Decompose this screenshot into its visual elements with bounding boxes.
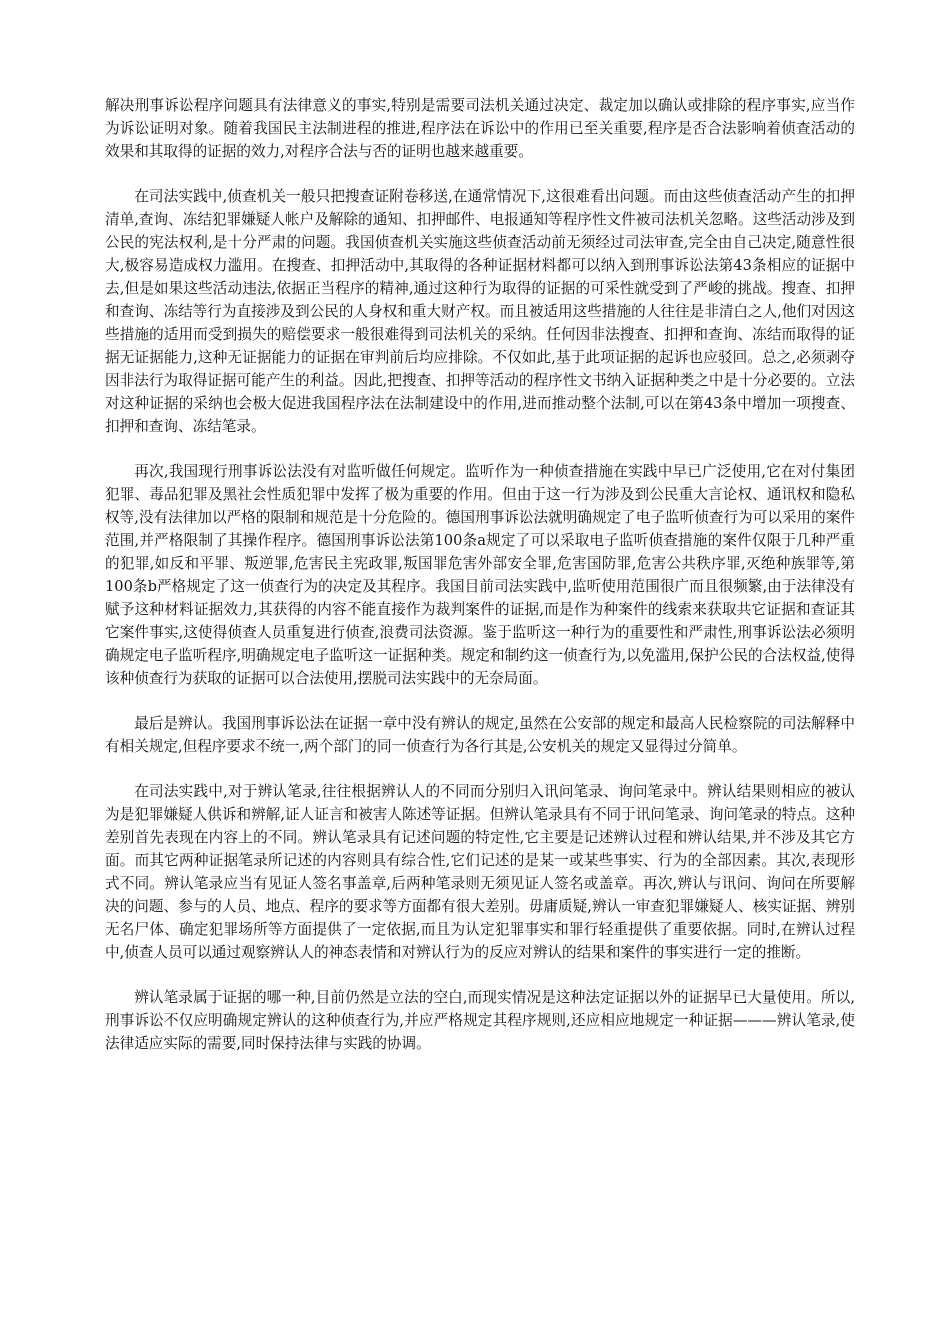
paragraph-search-seizure: 在司法实践中,侦查机关一般只把搜查证附卷移送,在通常情况下,这很难看出问题。而由这些侦查活动产生的扣押清单,查询、冻结犯罪嫌疑人帐户及解除的通知、扣押邮件、电报通知等程序性文件被司法机关忽略。这些活动涉及到公民的宪法权利,是十分严肃的问题。我国侦查机关实施这些侦查活动前无须经过司法审查,完全由自己决定,随意性很大,极容易造成权力滥用。在搜查、扣押活动中,其取得的各种证据材料都可以纳入到刑事诉讼法第43条相应的证据中去,但是如果这些活动违法,依据正当程序的精神,通过这种行为取得的证据的可采性就受到了严峻的挑战。搜查、扣押和查询、冻结等行为直接涉及到公民的人身权和重大财产权。而且被适用这些措施的人往往是非清白之人,他们对因这些措施的适用而受到损失的赔偿要求一般很难得到司法机关的采纳。任何因非法搜查、扣押和查询、冻结而取得的证据无证据能力,这种无证据能力的证据在审判前后均应排除。不仅如此,基于此项证据的起诉也应驳回。总之,必须剥夺因非法行为取得证据可能产生的利益。因此,把搜查、扣押等活动的程序性文书纳入证据种类之中是十分必要的。立法对这种证据的采纳也会极大促进我国程序法在法制建设中的作用,进而推动整个法制,可以在第43条中增加一项搜查、扣押和查询、冻结笔录。 — [105, 188, 855, 435]
paragraph-surveillance: 再次,我国现行刑事诉讼法没有对监听做任何规定。监听作为一种侦查措施在实践中早已广泛使用,它在对付集团犯罪、毒品犯罪及黑社会性质犯罪中发挥了极为重要的作用。但由于这一行为涉及到公民重大言论权、通讯权和隐私权等,没有法律加以严格的限制和规范是十分危险的。德国刑事诉讼法就明确规定了电子监听侦查行为可以采用的案件范围,并严格限制了其操作程序。德国刑事诉讼法第100条a规定了可以采取电子监听侦查措施的案件仅限于几种严重的犯罪,如反和平罪、叛逆罪,危害民主宪政罪,叛国罪危害外部安全罪,危害国防罪,危害公共秩序罪,灭绝种族罪等,第100条b严格规定了这一侦查行为的决定及其程序。我国目前司法实践中,监听使用范围很广而且很频繁,由于法律没有赋予这种材料证据效力,其获得的内容不能直接作为裁判案件的证据,而是作为种案件的线索来获取共它证据和查证其它案件事实,这使得侦查人员重复进行侦查,浪费司法资源。鉴于监听这一种行为的重要性和严肃性,刑事诉讼法必须明确规定电子监听程序,明确规定电子监听这一证据种类。规定和制约这一侦查行为,以免滥用,保护公民的合法权益,使得该种侦查行为获取的证据可以合法使用,摆脱司法实践中的无奈局面。 — [105, 463, 855, 687]
document-body — [105, 94, 855, 1077]
paragraph-identification-intro: 最后是辨认。我国刑事诉讼法在证据一章中没有辨认的规定,虽然在公安部的规定和最高人民检察院的司法解释中有相关规定,但程序要求不统一,两个部门的同一侦查行为各行其是,公安机关的规定又显得过分简单。 — [105, 715, 855, 755]
paragraph-identification-record: 辨认笔录属于证据的哪一种,目前仍然是立法的空白,而现实情况是这种法定证据以外的证据早已大量使用。所以,刑事诉讼不仅应明确规定辨认的这种侦查行为,并应严格规定其程序规则,还应相应地规定一种证据———辨认笔录,使法律适应实际的需要,同时保持法律与实践的协调。 — [105, 989, 855, 1052]
paragraph-procedural-facts: 解决刑事诉讼程序问题具有法律意义的事实,特别是需要司法机关通过决定、裁定加以确认或排除的程序事实,应当作为诉讼证明对象。随着我国民主法制进程的推进,程序法在诉讼中的作用已至关重要,程序是否合法影响着侦查活动的效果和其取得的证据的效力,对程序合法与否的证明也越来越重要。 — [105, 97, 855, 160]
paragraph-identification-practice: 在司法实践中,对于辨认笔录,往往根据辨认人的不同而分别归入讯问笔录、询问笔录中。辨认结果则相应的被认为是犯罪嫌疑人供诉和辨解,证人证言和被害人陈述等证据。但辨认笔录具有不同于讯问笔录、询问笔录的特点。这种差别首先表现在内容上的不同。辨认笔录具有记述问题的特定性,它主要是记述辨认过程和辨认结果,并不涉及其它方面。而其它两种证据笔录所记述的内容则具有综合性,它们记述的是某一或某些事实、行为的全部因素。其次,表现形式不同。辨认笔录应当有见证人签名事盖章,后两种笔录则无须见证人签名或盖章。再次,辨认与讯问、询问在所要解决的问题、参与的人员、地点、程序的要求等方面都有很大差别。毋庸质疑,辨认一审查犯罪嫌疑人、核实证据、辨别无名尸体、确定犯罪场所等方面提供了一定依据,而且为认定犯罪事实和罪行轻重提供了重要依据。同时,在辨认过程中,侦查人员可以通过观察辨认人的神态表情和对辨认行为的反应对辨认的结果和案件的事实进行一定的推断。 — [105, 783, 855, 961]
